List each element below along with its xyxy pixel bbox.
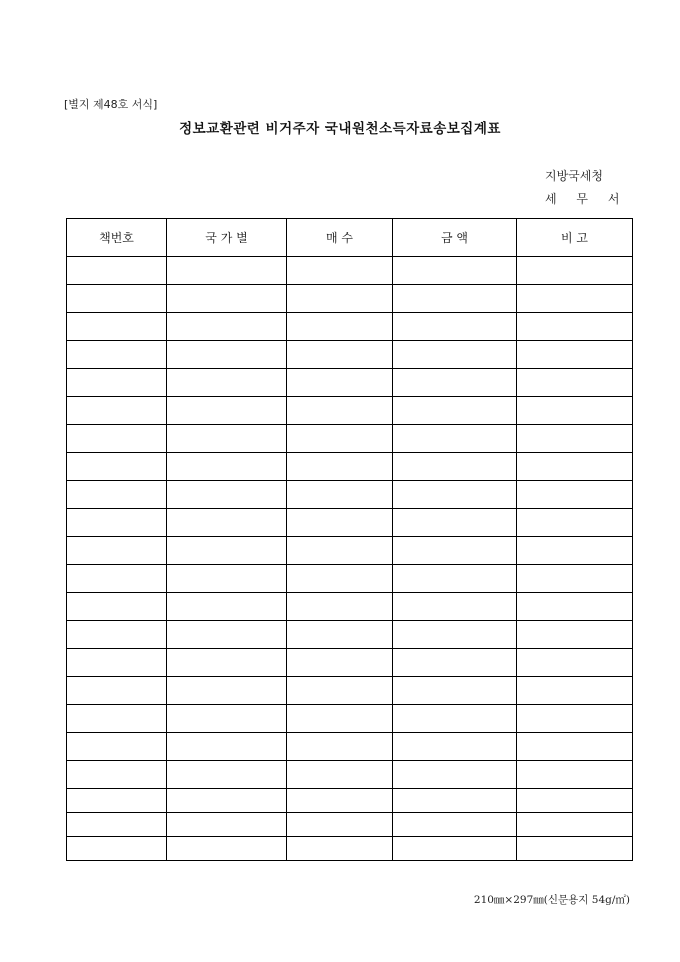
table-row <box>67 649 633 677</box>
remarks-cell[interactable] <box>517 649 633 677</box>
country-cell[interactable] <box>167 837 287 861</box>
book-number-cell[interactable] <box>67 453 167 481</box>
book-number-cell[interactable] <box>67 341 167 369</box>
summary-table <box>66 218 633 861</box>
book-number-cell[interactable] <box>67 813 167 837</box>
amount-cell[interactable] <box>393 813 517 837</box>
remarks-cell[interactable] <box>517 425 633 453</box>
amount-cell[interactable] <box>393 705 517 733</box>
table-row <box>67 813 633 837</box>
amount-cell[interactable] <box>393 621 517 649</box>
remarks-cell[interactable] <box>517 837 633 861</box>
table-row <box>67 761 633 789</box>
country-cell[interactable] <box>167 677 287 705</box>
regional-tax-office-label: 지방국세청 <box>545 169 603 183</box>
form-number-label: [별지 제48호 서식] <box>64 98 158 111</box>
table-row <box>67 789 633 813</box>
remarks-cell[interactable] <box>517 369 633 397</box>
amount-cell[interactable] <box>393 565 517 593</box>
table-row <box>67 285 633 313</box>
amount-cell[interactable] <box>393 285 517 313</box>
column-header-sheet-count: 매 수 <box>287 219 393 257</box>
remarks-cell[interactable] <box>517 565 633 593</box>
country-cell[interactable] <box>167 285 287 313</box>
amount-cell[interactable] <box>393 537 517 565</box>
amount-cell[interactable] <box>393 649 517 677</box>
amount-cell[interactable] <box>393 789 517 813</box>
table-row <box>67 565 633 593</box>
country-cell[interactable] <box>167 481 287 509</box>
sheet-count-cell[interactable] <box>287 565 393 593</box>
table-row <box>67 733 633 761</box>
table-row <box>67 257 633 285</box>
country-cell[interactable] <box>167 733 287 761</box>
amount-cell[interactable] <box>393 397 517 425</box>
book-number-cell[interactable] <box>67 537 167 565</box>
remarks-cell[interactable] <box>517 677 633 705</box>
remarks-cell[interactable] <box>517 397 633 425</box>
amount-cell[interactable] <box>393 341 517 369</box>
book-number-cell[interactable] <box>67 789 167 813</box>
table-row <box>67 313 633 341</box>
amount-cell[interactable] <box>393 453 517 481</box>
book-number-cell[interactable] <box>67 705 167 733</box>
table-row <box>67 537 633 565</box>
remarks-cell[interactable] <box>517 257 633 285</box>
remarks-cell[interactable] <box>517 285 633 313</box>
table-row <box>67 509 633 537</box>
sheet-count-cell[interactable] <box>287 837 393 861</box>
amount-cell[interactable] <box>393 313 517 341</box>
country-cell[interactable] <box>167 761 287 789</box>
sheet-count-cell[interactable] <box>287 813 393 837</box>
sheet-count-cell[interactable] <box>287 621 393 649</box>
tax-office-label: 세 무 서 <box>545 192 628 206</box>
remarks-cell[interactable] <box>517 341 633 369</box>
remarks-cell[interactable] <box>517 761 633 789</box>
sheet-count-cell[interactable] <box>287 761 393 789</box>
country-cell[interactable] <box>167 813 287 837</box>
table-row <box>67 369 633 397</box>
country-cell[interactable] <box>167 565 287 593</box>
remarks-cell[interactable] <box>517 813 633 837</box>
country-cell[interactable] <box>167 397 287 425</box>
book-number-cell[interactable] <box>67 285 167 313</box>
table-row <box>67 481 633 509</box>
remarks-cell[interactable] <box>517 789 633 813</box>
table-row <box>67 621 633 649</box>
table-row <box>67 425 633 453</box>
sheet-count-cell[interactable] <box>287 313 393 341</box>
amount-cell[interactable] <box>393 761 517 789</box>
country-cell[interactable] <box>167 257 287 285</box>
remarks-cell[interactable] <box>517 621 633 649</box>
country-cell[interactable] <box>167 341 287 369</box>
sheet-count-cell[interactable] <box>287 593 393 621</box>
sheet-count-cell[interactable] <box>287 509 393 537</box>
table-row <box>67 397 633 425</box>
sheet-count-cell[interactable] <box>287 649 393 677</box>
table-row <box>67 837 633 861</box>
column-header-book-number: 책번호 <box>67 219 167 257</box>
country-cell[interactable] <box>167 509 287 537</box>
country-cell[interactable] <box>167 789 287 813</box>
sheet-count-cell[interactable] <box>287 733 393 761</box>
amount-cell[interactable] <box>393 481 517 509</box>
country-cell[interactable] <box>167 313 287 341</box>
form-title: 정보교환관련 비거주자 국내원천소득자료송보집계표 <box>179 121 501 137</box>
amount-cell[interactable] <box>393 369 517 397</box>
book-number-cell[interactable] <box>67 761 167 789</box>
table-row <box>67 593 633 621</box>
sheet-count-cell[interactable] <box>287 285 393 313</box>
book-number-cell[interactable] <box>67 425 167 453</box>
book-number-cell[interactable] <box>67 565 167 593</box>
paper-size-note: 210㎜×297㎜(신문용지 54g/㎡) <box>473 894 630 906</box>
sheet-count-cell[interactable] <box>287 705 393 733</box>
country-cell[interactable] <box>167 425 287 453</box>
book-number-cell[interactable] <box>67 649 167 677</box>
column-header-country: 국 가 별 <box>167 219 287 257</box>
sheet-count-cell[interactable] <box>287 425 393 453</box>
sheet-count-cell[interactable] <box>287 677 393 705</box>
column-header-amount: 금 액 <box>393 219 517 257</box>
country-cell[interactable] <box>167 369 287 397</box>
sheet-count-cell[interactable] <box>287 257 393 285</box>
book-number-cell[interactable] <box>67 369 167 397</box>
country-cell[interactable] <box>167 621 287 649</box>
country-cell[interactable] <box>167 705 287 733</box>
amount-cell[interactable] <box>393 257 517 285</box>
remarks-cell[interactable] <box>517 705 633 733</box>
table-body <box>67 257 633 861</box>
sheet-count-cell[interactable] <box>287 397 393 425</box>
header-row <box>67 219 633 257</box>
column-header-remarks: 비 고 <box>517 219 633 257</box>
sheet-count-cell[interactable] <box>287 369 393 397</box>
amount-cell[interactable] <box>393 677 517 705</box>
remarks-cell[interactable] <box>517 537 633 565</box>
book-number-cell[interactable] <box>67 509 167 537</box>
book-number-cell[interactable] <box>67 313 167 341</box>
sheet-count-cell[interactable] <box>287 537 393 565</box>
table-row <box>67 453 633 481</box>
remarks-cell[interactable] <box>517 593 633 621</box>
remarks-cell[interactable] <box>517 313 633 341</box>
amount-cell[interactable] <box>393 425 517 453</box>
sheet-count-cell[interactable] <box>287 341 393 369</box>
book-number-cell[interactable] <box>67 593 167 621</box>
remarks-cell[interactable] <box>517 453 633 481</box>
table-row <box>67 677 633 705</box>
book-number-cell[interactable] <box>67 677 167 705</box>
sheet-count-cell[interactable] <box>287 789 393 813</box>
book-number-cell[interactable] <box>67 621 167 649</box>
remarks-cell[interactable] <box>517 481 633 509</box>
table-row <box>67 341 633 369</box>
table-row <box>67 705 633 733</box>
book-number-cell[interactable] <box>67 481 167 509</box>
book-number-cell[interactable] <box>67 837 167 861</box>
book-number-cell[interactable] <box>67 257 167 285</box>
country-cell[interactable] <box>167 593 287 621</box>
remarks-cell[interactable] <box>517 733 633 761</box>
amount-cell[interactable] <box>393 837 517 861</box>
country-cell[interactable] <box>167 453 287 481</box>
book-number-cell[interactable] <box>67 397 167 425</box>
sheet-count-cell[interactable] <box>287 453 393 481</box>
remarks-cell[interactable] <box>517 509 633 537</box>
book-number-cell[interactable] <box>67 733 167 761</box>
sheet-count-cell[interactable] <box>287 481 393 509</box>
country-cell[interactable] <box>167 537 287 565</box>
amount-cell[interactable] <box>393 509 517 537</box>
amount-cell[interactable] <box>393 733 517 761</box>
amount-cell[interactable] <box>393 593 517 621</box>
country-cell[interactable] <box>167 649 287 677</box>
